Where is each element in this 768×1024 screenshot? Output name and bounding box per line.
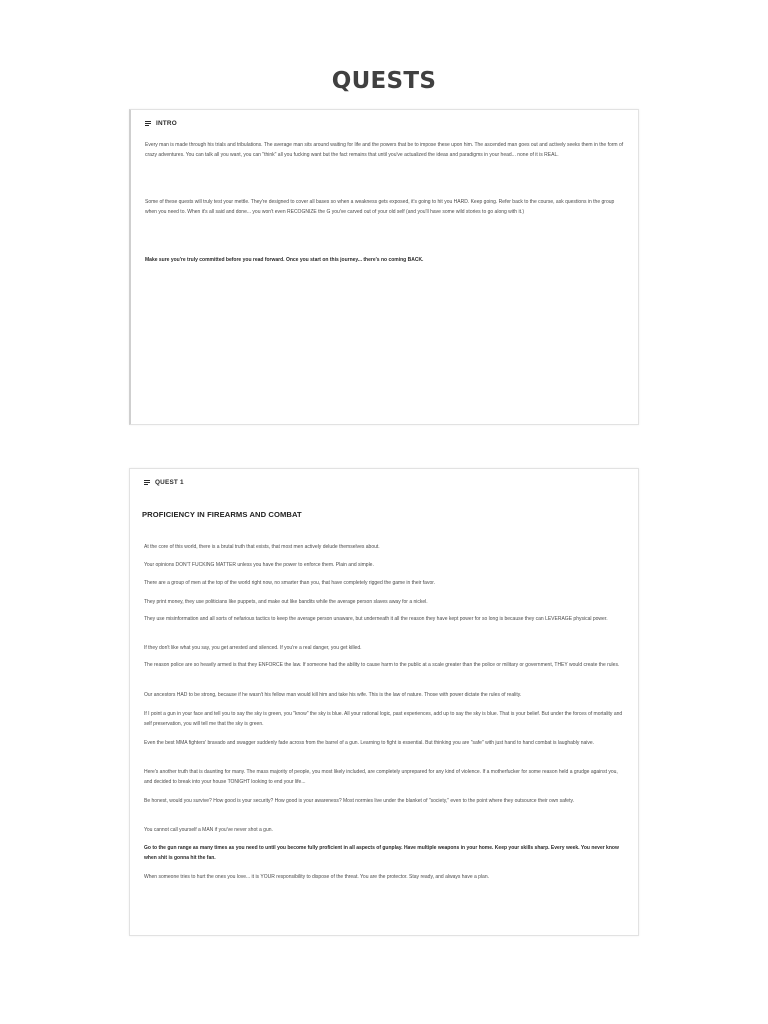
quest-paragraph: When someone tries to hurt the ones you love... it is YOUR responsibility to dispose of the threat. You are the protector. Stay ready, and always have a plan. bbox=[144, 874, 490, 880]
intro-card bbox=[129, 109, 639, 425]
quest-paragraph: They use misinformation and all sorts of nefarious tactics to keep the average person unaware, but underneath it all the reason they have kept power for so long is because they can LEVERAGE physical power. bbox=[144, 616, 608, 622]
page-title: QUESTS bbox=[331, 68, 437, 94]
quest-paragraph: They print money, they use politicians like puppets, and make out like bandits while the average person slaves away for a nickel. bbox=[144, 599, 428, 605]
quest-call-to-action: Go to the gun range as many times as you need to until you become fully proficient in all aspects of gunplay. Have multiple weapons in your home. Keep your skills sharp. Every week. You never know when shit is gonna hit the fan. bbox=[144, 845, 619, 861]
quest-title: PROFICIENCY IN FIREARMS AND COMBAT bbox=[142, 510, 302, 519]
quest-paragraph: Your opinions DON'T FUCKING MATTER unless you have the power to enforce them. Plain and simple. bbox=[144, 562, 374, 568]
intro-header bbox=[145, 120, 177, 127]
quest-paragraph: There are a group of men at the top of the world right now, no smarter than you, that have completely rigged the game in their favor. bbox=[144, 580, 435, 586]
menu-lines-icon bbox=[145, 121, 151, 126]
intro-warning: Make sure you're truly committed before you read forward. Once you start on this journey... there's no coming BACK. bbox=[145, 257, 424, 263]
quest-paragraph: You cannot call yourself a MAN if you've never shot a gun. bbox=[144, 827, 273, 833]
menu-lines-icon bbox=[144, 480, 150, 485]
quest-1-header-label: QUEST 1 bbox=[155, 479, 184, 486]
quest-1-card bbox=[129, 468, 639, 936]
quest-paragraph: Even the best MMA fighters' bravado and swagger suddenly fade across from the barrel of a gun. Learning to fight is essential. But thinking you are "safe" with just hand to hand combat is laughably naive. bbox=[144, 740, 595, 746]
quest-paragraph: If I point a gun in your face and tell you to say the sky is green, you "know" the sky is blue. All your rational logic, past experiences, add up to say the sky is blue. That is your belief. But under the forces of mortality and self preservation, you will tell me that the sky is green. bbox=[144, 711, 623, 727]
quest-paragraph: If they don't like what you say, you get arrested and silenced. If you're a real danger, you get killed. bbox=[144, 645, 362, 651]
quest-paragraph: At the core of this world, there is a brutal truth that exists, that most men actively delude themselves about. bbox=[144, 544, 380, 550]
quest-paragraph: Our ancestors HAD to be strong, because if he wasn't his fellow man would kill him and take his wife. This is the law of nature. Those with power dictate the rules of reality. bbox=[144, 692, 522, 698]
quest-paragraph: Be honest, would you survive? How good is your security? How good is your awareness? Most normies live under the blanket of "society," even to the point where they outsource their own safety. bbox=[144, 798, 574, 804]
intro-paragraph: Some of these quests will truly test your mettle. They're designed to cover all bases so when a weakness gets exposed, it's going to hit you HARD. Keep going. Refer back to the course, ask questions in the group when you need to. When it's all said and done... you won't even RECOGNIZE the G you've carved out of your old self (and you'll have some wild stories to go along with it.) bbox=[145, 199, 615, 215]
quest-1-header bbox=[144, 479, 184, 486]
quest-paragraph: The reason police are so heavily armed is that they ENFORCE the law. If someone had the ability to cause harm to the public at a scale greater than the police or military or government, THEY would create the rules. bbox=[144, 662, 620, 668]
intro-header-label: INTRO bbox=[156, 120, 177, 127]
quest-paragraph: Here's another truth that is daunting for many. The mass majority of people, you most likely included, are completely unprepared for any kind of violence. If a motherfucker for some reason held a grudge against you, and decided to break into your house TONIGHT looking to end your life... bbox=[144, 769, 618, 785]
intro-paragraph: Every man is made through his trials and tribulations. The average man sits around waiting for life and the powers that be to impose these upon him. The ascended man goes out and actively seeks them in the form of crazy adventures. You can talk all you want, you can "think" all you fucking want but the fact remains that until you've actualized the ideas and paradigms in your head... none of it is REAL. bbox=[145, 142, 624, 158]
